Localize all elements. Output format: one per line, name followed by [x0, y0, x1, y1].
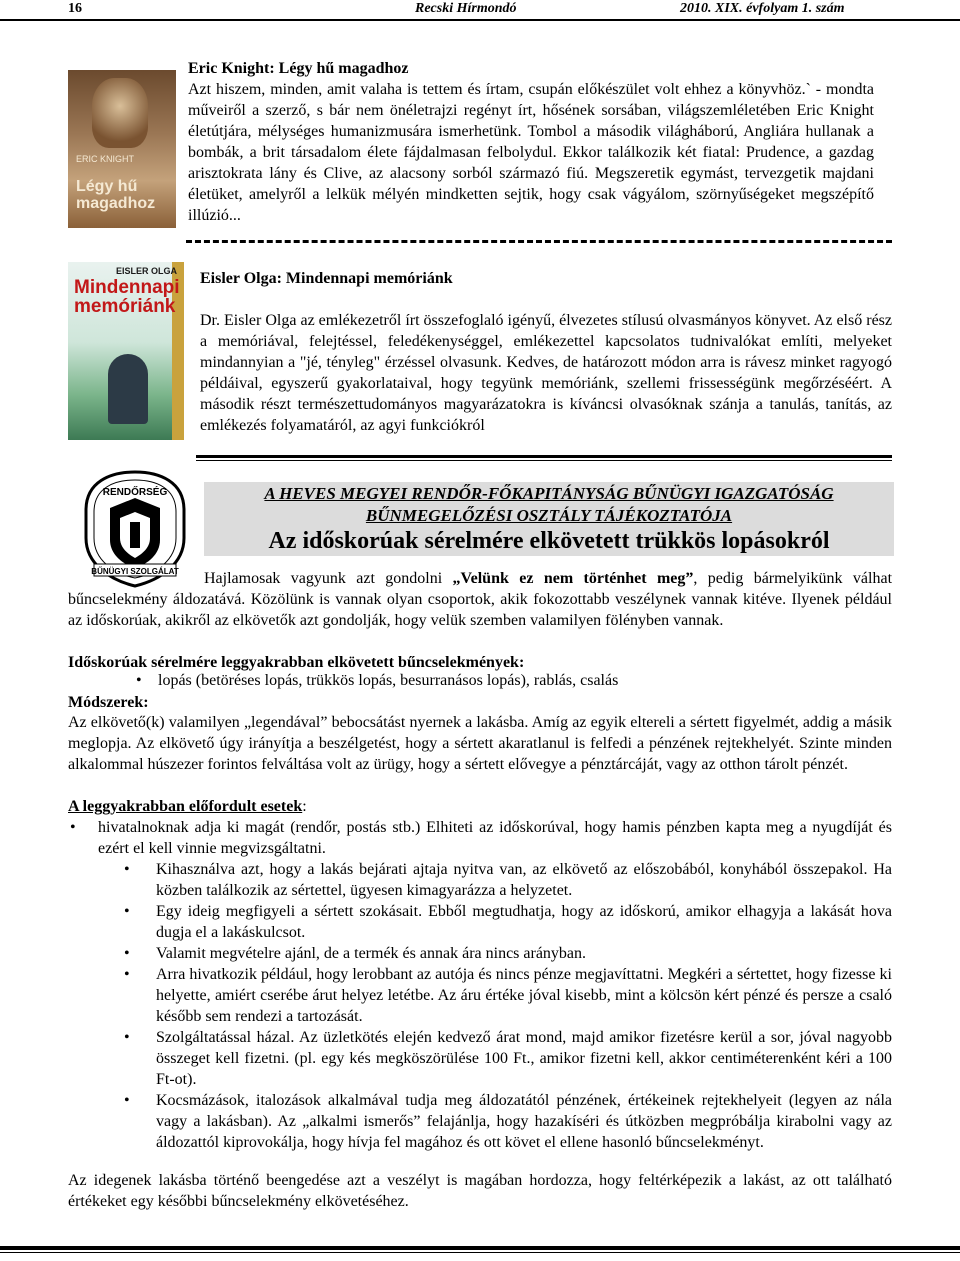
cover-portrait	[92, 78, 148, 148]
intro-pre: Hajlamosak vagyunk azt gondolni	[204, 570, 453, 587]
book-cover-knight	[68, 70, 176, 228]
cases-list	[68, 817, 892, 859]
methods-body: Az elkövető(k) valamilyen „legendával” bebocsátást nyernek a lakásba. Amíg az egyik eltereli a sértett figyelmét, addig a másik meglopja. Az elkövető úgy irányítja a beszélgetést, hogy a sértett akaratlanul is felfedi a pénzének rejtekhelyét. Szinte minden alkalommal húszezer forintos felváltása volt az ürügy, hogy a sértett elővegye a pénztárcáját, vagy az otthon tárolt pénzét.	[68, 714, 892, 773]
book2-heading: Eisler Olga: Mindennapi memóriánk	[200, 270, 453, 287]
emblem-bottom-text: BŰNÜGYI SZOLGÁLAT	[91, 567, 179, 576]
publication-title: Recski Hírmondó	[415, 1, 517, 16]
footer-rule	[0, 1246, 960, 1250]
book1-body: Azt hiszem, minden, amit valaha is tettem és írtam, csupán előkészület volt ehhez a könyvhöz.` - mondta műveiről a szerző, s bár nem önéletrajzi regényt írt, hősének sorsában, világszemléletében Eric Knight életútjára, mélységes humanizmusára ismerhetünk. Tombol a második világháború, Angliára hullanak a bombák, a brit társadalom élete fájdalmasan felbolydul. Ekkor találkozik két fiatal: Prudence, a gazdag arisztokrata lány és Clive, az alacsony sorból származó fiú. Megszeretik egymást, tervezgetik majdani életüket, amelyről a lelkük mélyén mindketten sejtik, hogy csak vágyálom, szörnyűségeket megszépítő illúzió...	[188, 81, 874, 224]
police-banner	[204, 482, 894, 556]
list-item: • Valamit megvételre ajánl, de a termék és annak ára nincs arányban.	[120, 943, 892, 964]
book-cover-eisler	[68, 262, 184, 440]
cover-figure	[108, 354, 148, 424]
methods-heading: Módszerek:	[68, 694, 149, 711]
list-item: • Arra hivatkozik például, hogy lerobbant az autója és nincs pénze megjavíttatni. Megkéri a sértettet, hogy fizesse ki helyette, amiért cserébe árut helyez letétbe. Az áru értéke jóval kisebb, mint a kölcsön kért pénzé és persze a csaló később sem rendezi a tartozását.	[120, 964, 892, 1027]
page-number: 16	[68, 1, 82, 16]
sub-cases-list	[120, 859, 892, 1153]
police-intro	[68, 568, 892, 631]
cases-heading-wrap: A leggyakrabban előfordult esetek:	[68, 798, 307, 815]
banner-title-3: Az időskorúak sérelmére elkövetett trükkös lopásokról	[268, 528, 830, 554]
dashed-divider	[186, 240, 892, 243]
section-rule-thin	[196, 460, 892, 461]
intro-post: , pedig bármelyikünk válhat bűncselekmény áldozatává. Közölünk is vannak olyan csoportok, akik fokozottabb veszélynek vannak kitéve. Ilyenek például az időskorúak, akikről az elkövetők azt gondolják, hogy velük szemben valamilyen fölényben vannak.	[68, 570, 893, 629]
list-item: • Kihasználva azt, hogy a lakás bejárati ajtaja nyitva van, az elkövető az előszobából, konyhából összepakol. Ha közben találkozik az sértettel, ügyesen kimagyarázza a helyzetet.	[120, 859, 892, 901]
emblem-top-text: RENDŐRSÉG	[102, 487, 168, 498]
list-item: • Kocsmázások, italozások alkalmával tudja meg áldozatától pénzének, értékeinek rejtekhelyeit (legyen az nála vagy a lakásban). Az „alkalmi ismerős” felajánlja, hogy hazakíséri és útközben megpróbálja kirabolni vagy az áldozattól kiprovokálja, hogy hívja fel magához és ott követ el ellene hasonló bűncselekményt.	[120, 1090, 892, 1153]
closing-paragraph: Az idegenek lakásba történő beengedése azt a veszélyt is magában hordozza, hogy feltérképezik a lakást, az ott található értékeket egy későbbi bűncselekmény elkövetéséhez.	[68, 1172, 892, 1210]
crimes-list	[130, 670, 890, 691]
list-item: • lopás (betöréses lopás, trükkös lopás, besurranásos lopás), rablás, csalás	[130, 670, 890, 691]
cover-author: EISLER OLGA	[116, 266, 178, 276]
page-header	[0, 0, 960, 20]
cover-title: Mindennapi memóriánk	[74, 277, 180, 317]
footer-rule-thin	[0, 1252, 960, 1253]
issue-info: 2010. XIX. évfolyam 1. szám	[680, 1, 845, 16]
book1-heading: Eric Knight: Légy hű magadhoz	[188, 60, 409, 77]
cover-author: ERIC KNIGHT	[76, 154, 135, 164]
list-item: • Szolgáltatással házal. Az üzletkötés elején kedvező árat mond, majd amikor fizetésre kerül a sor, jóval nagyobb összeget kell fizetni. (pl. egy kés megköszörülése 100 Ft., amikor fizetni kell, akkor centiméterenként kéri a 100 Ft-ot).	[120, 1027, 892, 1090]
list-item: • hivatalnoknak adja ki magát (rendőr, postás stb.) Elhiteti az időskorúval, hogy hamis pénzben kapta meg a nyugdíját és ezért el kell vinnie megvizsgáltatni.	[68, 817, 892, 859]
cover-title: Légy hű magadhoz	[76, 178, 156, 212]
cases-heading: A leggyakrabban előfordult esetek	[68, 798, 303, 815]
header-rule	[0, 19, 960, 21]
intro-bold: „Velünk ez nem történhet meg”	[452, 570, 694, 587]
book2-body: Dr. Eisler Olga az emlékezetről írt összefoglaló igényű, élvezetes stílusú olvasmányos könyvet. Az első rész a memóriával, felejtéssel, feledékenységgel, emlékezettel kapcsolatos tudnivalókat említi, melyeket mindannyian a "jé, tényleg" érzéssel olvasunk. Kedves, de határozott módon arra is rávesz minket ragyogó példáival, egyszerű gyakorlataival, hogy tegyünk memóriánk, szellemi frissességünk megőrzéséért. A második részt természettudományos magyarázatokra is kíváncsi olvasóknak szánja a tanulás, tanítás, az emlékezés folyamatáról, az agyi funkciókról	[200, 312, 892, 434]
crimes-heading: Időskorúak sérelmére leggyakrabban elkövetett bűncselekmények:	[68, 654, 525, 671]
banner-title-2: BŰNMEGELŐZÉSI OSZTÁLY TÁJÉKOZTATÓJA	[365, 506, 733, 525]
banner-title-1: A HEVES MEGYEI RENDŐR-FŐKAPITÁNYSÁG BŰNÜGYI IGAZGATÓSÁG	[264, 484, 834, 503]
list-item: • Egy ideig megfigyeli a sértett szokásait. Ebből megtudhatja, hogy az időskorú, amikor elhagyja a lakását hova dugja el a lakáskulcsot.	[120, 901, 892, 943]
section-rule	[196, 455, 892, 458]
